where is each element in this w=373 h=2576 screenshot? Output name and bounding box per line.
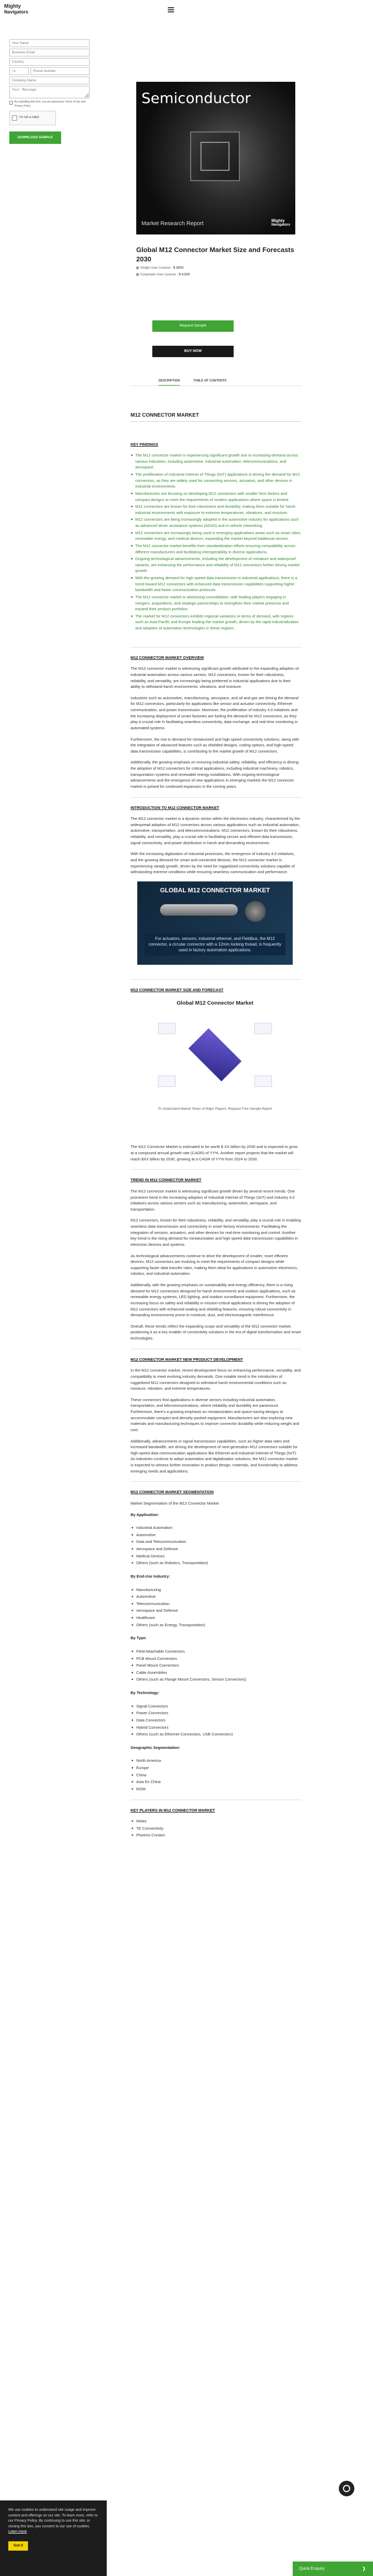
name-field[interactable]	[9, 39, 90, 47]
segmentation-intro: Market Segmentation of the M12 Connector Market	[131, 1500, 219, 1506]
key-finding-item: The M12 connector market is experiencing significant growth due to increasing demand across various industries, including automotive, industrial automation, telecommunications, and aerospace.	[131, 452, 302, 470]
segment-item: Others (such as Energy, Transportation)	[131, 1622, 302, 1628]
license-prices	[136, 264, 190, 278]
quick-enquiry-button[interactable]	[293, 2562, 373, 2576]
product-dev-heading: M12 CONNECTOR MARKET NEW PRODUCT DEVELOPMENT	[131, 1357, 243, 1362]
quick-enquiry-label: Quick Enquiry	[299, 2566, 325, 2571]
infographic-node	[254, 1023, 272, 1034]
segment-list	[131, 1648, 302, 1683]
message-field[interactable]	[9, 86, 90, 98]
segment-list	[131, 1758, 302, 1792]
segment-title	[131, 1573, 302, 1580]
key-finding-item: M12 connectors are known for their robustness and durability, making them suitable for harsh industrial environments with exposure to extreme temperatures, vibrations, and moisture.	[131, 504, 302, 516]
corporate-license	[136, 271, 190, 278]
infographic-node	[158, 1023, 176, 1034]
key-finding-item: With the growing demand for high-speed data transmission in industrial applications, there is a trend toward M12 connectors with enhanced data transmission capabilities supporting higher bandwidth and faster communication protocols.	[131, 575, 302, 593]
key-findings-list	[131, 452, 302, 631]
infographic-caption: To Understand Market Share of Major Players- Request Free Sample Report	[157, 1107, 272, 1111]
connector-head-graphic	[245, 901, 266, 922]
logo-line1: Mighty	[4, 4, 21, 9]
segment-item: Others (such as Flange Mount Connectors, Sensor Connectors)	[131, 1676, 302, 1683]
trend-text	[131, 1188, 302, 1342]
single-license-label: Single User License :	[140, 266, 174, 270]
email-field[interactable]	[9, 49, 90, 56]
whatsapp-chat-icon[interactable]	[339, 2481, 354, 2496]
divider	[131, 1169, 302, 1170]
overview-paragraph: Additionally, the growing emphasis on ensuring industrial safety, reliability, and efficiency is driving the adoption of M12 connectors for critical applications, including industrial machinery, robotics, transportation systems and renewable energy installations. With ongoing technological advancements and the emergence of new applications in emerging markets the M12 connector market is poised for continued expansion in the coming years.	[131, 760, 299, 789]
key-finding-item: Ongoing technological advancements, including the development of miniature and waterproof variants, are enhancing the performance and reliability of M12 connectors further driving market growth.	[131, 556, 302, 574]
key-finding-item: The market for M12 connectors exhibits regional variations in terms of demand, with regions such as Asia-Pacific and Europe leading the market growth, driven by the rapid industrialization and adoption of automation technologies in these regions.	[131, 613, 302, 631]
segment-item: Others (such as Ethernet Connectors, USB Connectors)	[131, 1731, 302, 1738]
request-sample-button[interactable]: Request Sample	[152, 320, 234, 332]
intro-paragraph: With the increasing digitization of industrial processes, the emergence of Industry 4.0 initiatives, and the growing demand for smart and connected devices, the M12 connector market is experiencing steady growth, driven by the need for ruggedized connectivity solutions capable of withstanding extreme conditions while ensuring seamless communication and performance.	[131, 851, 295, 875]
segment-title-text: By Type:	[131, 1636, 147, 1641]
segmentation-lists	[131, 1512, 302, 1792]
segment-item: Healthcare	[131, 1615, 302, 1621]
hamburger-menu-icon[interactable]	[168, 7, 174, 12]
size-forecast-heading: M12 CONNECTOR MARKET SIZE AND FORECAST	[131, 987, 224, 992]
connector-cable-graphic	[160, 904, 238, 916]
key-player-item: Phoenix Contact	[131, 1832, 302, 1838]
segment-item: Europe	[131, 1765, 302, 1771]
chevron-right-icon: ❯	[362, 2566, 366, 2571]
phone-field[interactable]	[31, 67, 90, 75]
cookie-banner	[0, 2500, 107, 2576]
introduction-heading: INTRODUCTION TO M12 CONNECTOR MARKET	[131, 805, 219, 810]
segment-item: China	[131, 1772, 302, 1778]
introduction-text	[131, 816, 302, 875]
corp-license-label: Corporate User License :	[140, 273, 179, 276]
learn-more-link[interactable]: Learn more	[8, 2530, 27, 2534]
cover-title: Semiconductor	[141, 90, 251, 107]
logo-line2: Navigators	[4, 9, 28, 14]
intro-paragraph: The M12 connector market is a dynamic sector within the electronics industry, characterized by the widespread adoption of M12 connectors across various applications such as industrial automation, automotive, transportation, and telecommunications. M12 connectors, known for their robustness, reliability, and versatility, play a crucial role in facilitating secure and efficient data transmission, signal connectivity, and power distribution in harsh and demanding environments.	[131, 816, 300, 845]
segment-item: Field Attachable Connectors	[131, 1648, 302, 1655]
buy-now-button[interactable]: BUY NOW	[152, 346, 234, 357]
overview-paragraph: Industries such as automotive, manufacturing, aerospace, and oil and gas are driving the demand for M12 connectors, particularly for applications like sensor and actuator connectivity, Ethernet communication, and power transmission. Moreover, the proliferation of Industry 4.0 initiatives and the increasing deployment of smart factories are fueling the demand for M12 connectors, as they play a crucial role in facilitating seamless connectivity, data exchange, and real-time monitoring in automated systems.	[131, 695, 298, 730]
key-finding-item: The M12 connector market is witnessing consolidation, with leading players engaging in mergers, acquisitions, and strategic partnerships to strengthen their market presence and expand their product portfolios.	[131, 594, 302, 612]
trend-paragraph: Overall, these trends reflect the expanding scope and versatility of the M12 connector market, positioning it as a key enabler of connectivity solutions in the era of digital transformation and smart technologies.	[131, 1323, 301, 1341]
market-image	[137, 881, 293, 965]
key-finding-item: M12 connectors are being increasingly adopted in the automotive industry for applications such as advanced driver assistance systems (ADAS) and in-vehicle networking.	[131, 517, 302, 528]
corp-license-price: $ 4,500	[179, 273, 190, 276]
segment-item: Aerospace and Defense	[131, 1608, 302, 1614]
segment-title	[131, 1512, 302, 1518]
segment-item: Cable Assemblies	[131, 1670, 302, 1676]
segment-item: Power Connectors	[131, 1710, 302, 1716]
product-dev-text	[131, 1367, 302, 1474]
company-field[interactable]	[9, 77, 90, 84]
consent-text: By submitting this form, you are agreeing to Terms of Use and Privacy Policy	[15, 100, 85, 108]
divider	[131, 797, 302, 798]
site-logo[interactable]	[4, 4, 28, 14]
market-infographic[interactable]	[137, 998, 293, 1129]
country-code-select[interactable]: +1	[9, 67, 29, 75]
segment-item: Industrial Automation	[131, 1525, 302, 1531]
cover-logo-line1: Mighty	[271, 218, 285, 223]
key-findings-heading: KEY FINDINGS	[131, 441, 159, 447]
sample-request-form	[9, 39, 90, 144]
cover-logo	[271, 219, 290, 227]
trend-paragraph: As technological advancements continue to drive the development of smaller, more efficient devices, M12 connectors are evolving to meet the requirements of compact designs while supporting faster data transfer rates, making them ideal for applications in automotive electronics, robotics, and industrial automation.	[131, 1253, 298, 1276]
chip-graphic	[190, 131, 240, 181]
report-description	[131, 411, 302, 1846]
segment-title-text: By Application:	[131, 1512, 159, 1517]
segment-item: Hybrid Connectors	[131, 1725, 302, 1731]
segment-title-text: By Technology:	[131, 1690, 160, 1695]
segment-title-text: By End-Use Industry:	[131, 1573, 170, 1579]
tab-table-of-contents[interactable]: TABLE OF CONTENTS	[193, 379, 227, 382]
size-text	[131, 1144, 302, 1162]
segment-list	[131, 1525, 302, 1566]
size-paragraph: The M12 Connector Market is estimated to be worth $ XX billion by 2030 and is expected to grow at a compound annual growth rate (CAGR) of YY%. Another report projects that the market will reach $XX billion by 2030, growing at a CAGR of YY% from 2024 to 2030.	[131, 1144, 298, 1161]
segmentation-heading: M12 CONNECTOR MARKET SEGMENTATION	[131, 1490, 214, 1495]
key-finding-item: M12 connectors are increasingly being used in emerging applications areas such as smart cities, renewable energy, and medical devices, expanding the market beyond traditional sectors.	[131, 530, 302, 542]
trend-paragraph: The M12 connector market is witnessing significant growth driven by several recent trends. One prominent trend is the increasing adoption of Industrial Internet of Things (IIoT) and Industry 4.0 initiatives across various sectors such as manufacturing, automotive, aerospace, and transportation.	[131, 1188, 295, 1212]
overview-text	[131, 666, 302, 789]
segment-item: North America	[131, 1758, 302, 1764]
single-license-price: $ 3500	[173, 266, 184, 270]
recaptcha-widget[interactable]	[9, 111, 56, 125]
market-image-title: GLOBAL M12 CONNECTOR MARKET	[160, 886, 270, 894]
overview-heading: M12 CONNECTOR MARKET OVERVIEW	[131, 655, 204, 660]
captcha-checkbox[interactable]	[12, 115, 17, 121]
consent-row	[9, 100, 90, 109]
market-image-caption: For actuators, sensors, industrial ethernet, and Fieldbus, the M12 connector, a circular connector with a 12mm locking thread, is frequently used in factory automation applications.	[145, 933, 285, 956]
key-players-heading: KEY PLAYERS IN M12 CONNECTOR MARKET	[131, 1807, 215, 1813]
users-icon	[136, 273, 139, 276]
overview-paragraph: Furthermore, the rise in demand for miniaturized and high-speed connectivity solutions, along with the integration of advanced features such as shielded designs, coding options, and high-speed data transmission capabilities, is contributing to the market growth of M12 connectors.	[131, 737, 299, 754]
tab-description[interactable]: DESCRIPTION	[159, 379, 180, 386]
segment-item: Asia Ex China	[131, 1779, 302, 1785]
divider	[131, 1481, 302, 1482]
segment-item: Automotive	[131, 1594, 302, 1600]
download-sample-button[interactable]: DOWNLOAD SAMPLE	[9, 131, 61, 144]
key-player-item: Molex	[131, 1818, 302, 1824]
trend-paragraph: M12 connectors, known for their robustness, reliability, and versatility, play a crucial role in enabling seamless data transmission and connectivity in smart factory environments. Facilitating the integration of sensors, actuators, and other devices for real-time monitoring and control. Another key trend is the rising demand for miniaturization and high-speed data transmission capabilities in electronic devices and systems.	[131, 1218, 301, 1247]
product-paragraph: These connectors find applications in diverse sectors including industrial automation, transportation, and telecommunications, where reliability and durability are paramount. Furthermore, there's a growing emphasis on miniaturization and space-saving designs to accommodate compact and densely packed equipment. Manufacturers are also exploring new materials and manufacturing techniques to improve connector durability while reducing weight and cost.	[131, 1397, 299, 1432]
user-icon	[136, 267, 139, 269]
segment-title-text: Geographic Segmentation:	[131, 1745, 180, 1750]
key-finding-item: Manufacturers are focusing on developing M12 connectors with smaller form factors and compact designs to meet the requirements of modern applications where space is limited.	[131, 491, 302, 503]
infographic-title: Global M12 Connector Market	[176, 1000, 254, 1007]
segment-item: Panel Mount Connectors	[131, 1662, 302, 1669]
overview-paragraph: The M12 connector market is witnessing significant growth attributed to the expanding adoption of industrial automation across various sectors. M12 connectors, known for their robustness, reliability, and versatility, are increasingly being preferred in industrial applications due to their ability to withstand harsh environments, vibrations, and moisture.	[131, 666, 299, 689]
key-players-list	[131, 1818, 302, 1838]
product-paragraph: Additionally, advancements in signal transmission capabilities, such as higher data rates and increased bandwidth, are driving the development of next-generation M12 connectors suitable for high-speed data communication applications like Ethernet and Industrial Internet of Things (IIoT). As industries continue to adopt automation and digitalization solutions, the M12 connector market is expected to witness further innovation in product design, materials, and functionality to address emerging needs and applications.	[131, 1438, 298, 1474]
segment-title	[131, 1635, 302, 1641]
segment-item: Automotive	[131, 1532, 302, 1538]
segment-title	[131, 1690, 302, 1696]
platform-graphic	[189, 1028, 242, 1082]
segment-list	[131, 1587, 302, 1628]
key-finding-item: The M12 connector market benefits from standardization efforts ensuring compatibility across different manufacturers and facilitating interoperability in diverse applications.	[131, 543, 302, 555]
report-title: Global M12 Connector Market Size and Forecasts 2030	[136, 246, 294, 263]
key-finding-item: The proliferation of Industrial Internet of Things (IIoT) applications is driving the demand for M12 connectors, as they are widely used for connecting sensors, actuators, and other devices in industrial environments.	[131, 472, 302, 490]
cookie-accept-button[interactable]: Got it	[8, 2541, 28, 2551]
consent-checkbox[interactable]	[9, 101, 13, 105]
segment-item: Signal Connectors	[131, 1703, 302, 1710]
segment-item: Telecommunication	[131, 1601, 302, 1607]
captcha-label: I'm not a robot	[19, 115, 39, 119]
divider	[131, 979, 302, 980]
trend-heading: TREND IN M12 CONNECTOR MARKET	[131, 1177, 202, 1183]
segment-list	[131, 1703, 302, 1738]
segment-item: Others (such as Robotics, Transportation)	[131, 1560, 302, 1566]
segment-title	[131, 1745, 302, 1751]
segment-item: Manufacturing	[131, 1587, 302, 1593]
phone-row	[9, 67, 90, 75]
single-license	[136, 264, 190, 271]
segment-item: Data and Telecommunication	[131, 1539, 302, 1545]
segment-item: PCB Mount Connectors	[131, 1656, 302, 1662]
cover-logo-line2: Navigators	[271, 223, 290, 227]
trend-paragraph: Additionally, with the growing emphasis on sustainability and energy efficiency, there is a rising demand for M12 connectors designed for harsh environments and outdoor applications, such as renewable energy systems, LED lighting, and outdoor surveillance equipment. Furthermore, the increasing focus on safety and reliability in mission-critical applications is driving the adoption of M12 connectors with enhanced sealing and shielding features, ensuring robust connectivity in demanding environments prone to moisture, dust, and electromagnetic interference.	[131, 1283, 296, 1318]
cover-subtitle: Market Research Report	[141, 220, 204, 227]
infographic-node	[254, 1076, 272, 1087]
market-heading: M12 CONNECTOR MARKET	[131, 411, 302, 422]
segment-item: ROW	[131, 1786, 302, 1792]
segment-item: Medical Devices	[131, 1553, 302, 1559]
product-paragraph: In the M12 connector market, recent development focus on enhancing performance, versatility, and compatibility to meet evolving industry demands. One notable trend is the introduction of ruggedized M12 connectors designed to withstand harsh environmental conditions such as moisture, vibration, and extreme temperatures.	[131, 1368, 301, 1391]
report-cover-image	[136, 82, 295, 234]
segment-item: Data Connectors	[131, 1717, 302, 1724]
segment-item: Aerospace and Defense	[131, 1546, 302, 1552]
infographic-node	[158, 1076, 176, 1087]
cookie-text: We use cookies to understand site usage and improve content and offerings on our site. To learn more, refer to our Privacy Policy. By continuing to use this site, or closing this box, you consent to our use of cookies.	[8, 2508, 98, 2528]
key-player-item: TE Connectivity	[131, 1826, 302, 1832]
country-field[interactable]	[9, 58, 90, 66]
